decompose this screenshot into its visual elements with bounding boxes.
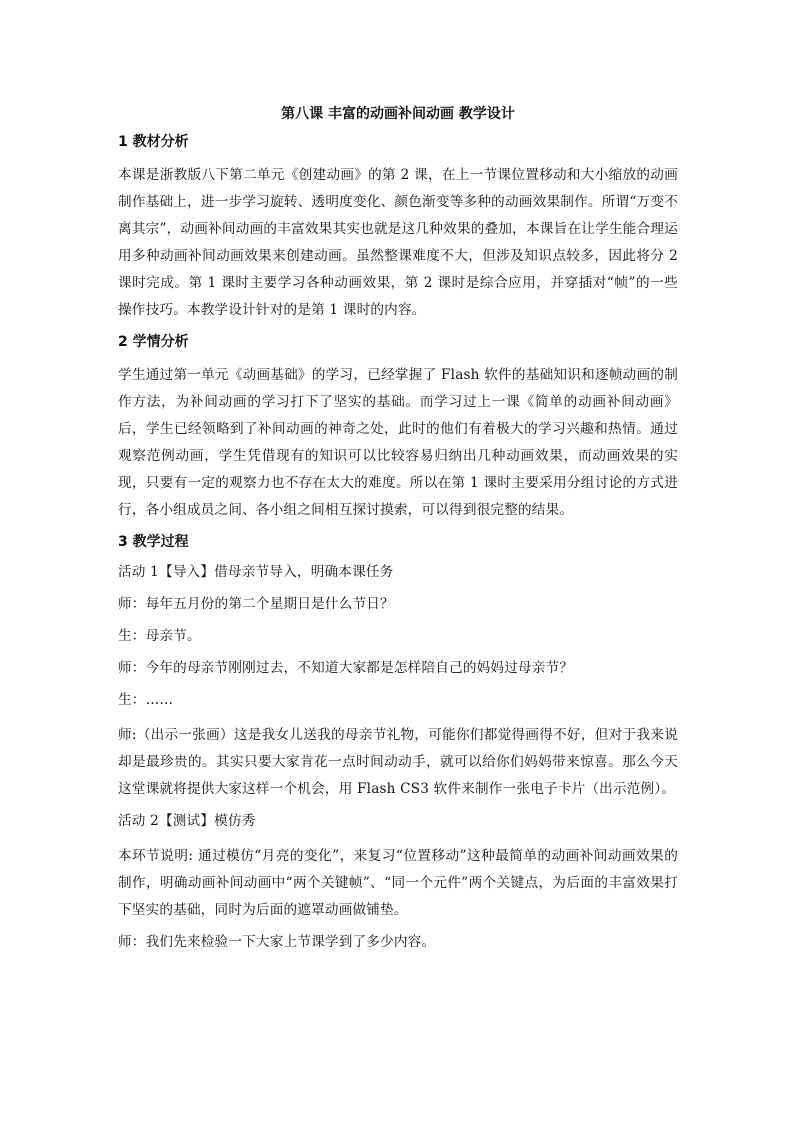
section-heading-textbook-analysis: 1 教材分析	[118, 134, 189, 150]
student-answer-2: 生：……	[118, 692, 174, 708]
section-heading-learner-analysis: 2 学情分析	[118, 334, 189, 350]
teacher-introduction-paragraph: 师:（出示一张画）这是我女儿送我的母亲节礼物，可能你们都觉得画得不好，但对于我来说却是最珍贵的。其实只要大家肯花一点时间动动手，就可以给你们妈妈带来惊喜。那么今天这堂课就将提供大家这样一个机会，用 Flash CS3 软件来制作一张电子卡片（出示范例）。	[118, 727, 678, 797]
document-title: 第八课 丰富的动画补间动画 教学设计	[281, 106, 515, 122]
teacher-question-1: 师：每年五月份的第二个星期日是什么节日？	[118, 596, 394, 612]
activity-1-title: 活动 1【导入】借母亲节导入，明确本课任务	[118, 564, 394, 580]
textbook-analysis-paragraph: 本课是浙教版八下第二单元《创建动画》的第 2 课，在上一节课位置移动和大小缩放的动画制作基础上，进一步学习旋转、透明度变化、颜色渐变等多种的动画效果制作。所谓“万变不离其宗”，动画补间动画的丰富效果其实也就是这几种效果的叠加，本课旨在让学生能合理运用多种动画补间动画效果来创建动画。虽然整课难度不大，但涉及知识点较多，因此将分 2 课时完成。第 1 课时主要学习各种动画效果，第 2 课时是综合应用，并穿插对“帧”的一些操作技巧。本教学设计针对的是第 1 课时的内容。	[118, 167, 678, 318]
activity-2-explanation: 本环节说明: 通过模仿“月亮的变化”，来复习“位置移动”这种最简单的动画补间动画效果的制作，明确动画补间动画中“两个关键帧”、“同一个元件”两个关键点，为后面的丰富效果打下坚实的基础，同时为后面的遮罩动画做铺垫。	[118, 848, 678, 918]
teacher-question-3: 师：我们先来检验一下大家上节课学到了多少内容。	[118, 934, 436, 950]
document-page	[118, 100, 678, 964]
teacher-question-2: 师：今年的母亲节刚刚过去，不知道大家都是怎样陪自己的妈妈过母亲节？	[118, 660, 574, 676]
learner-analysis-paragraph: 学生通过第一单元《动画基础》的学习，已经掌握了 Flash 软件的基础知识和逐帧动画的制作方法，为补间动画的学习打下了坚实的基础。而学习过上一课《简单的动画补间动画》后，学生已经领略到了补间动画的神奇之处，此时的他们有着极大的学习兴趣和热情。通过观察范例动画，学生凭借现有的知识可以比较容易归纳出几种动画效果，而动画效果的实现，只要有一定的观察力也不存在太大的难度。所以在第 1 课时主要采用分组讨论的方式进行，各小组成员之间、各小组之间相互探讨摸索，可以得到很完整的结果。	[118, 367, 678, 518]
section-heading-teaching-process: 3 教学过程	[118, 534, 189, 550]
student-answer-1: 生：母亲节。	[118, 628, 201, 644]
activity-2-title: 活动 2【测试】模仿秀	[118, 813, 256, 829]
